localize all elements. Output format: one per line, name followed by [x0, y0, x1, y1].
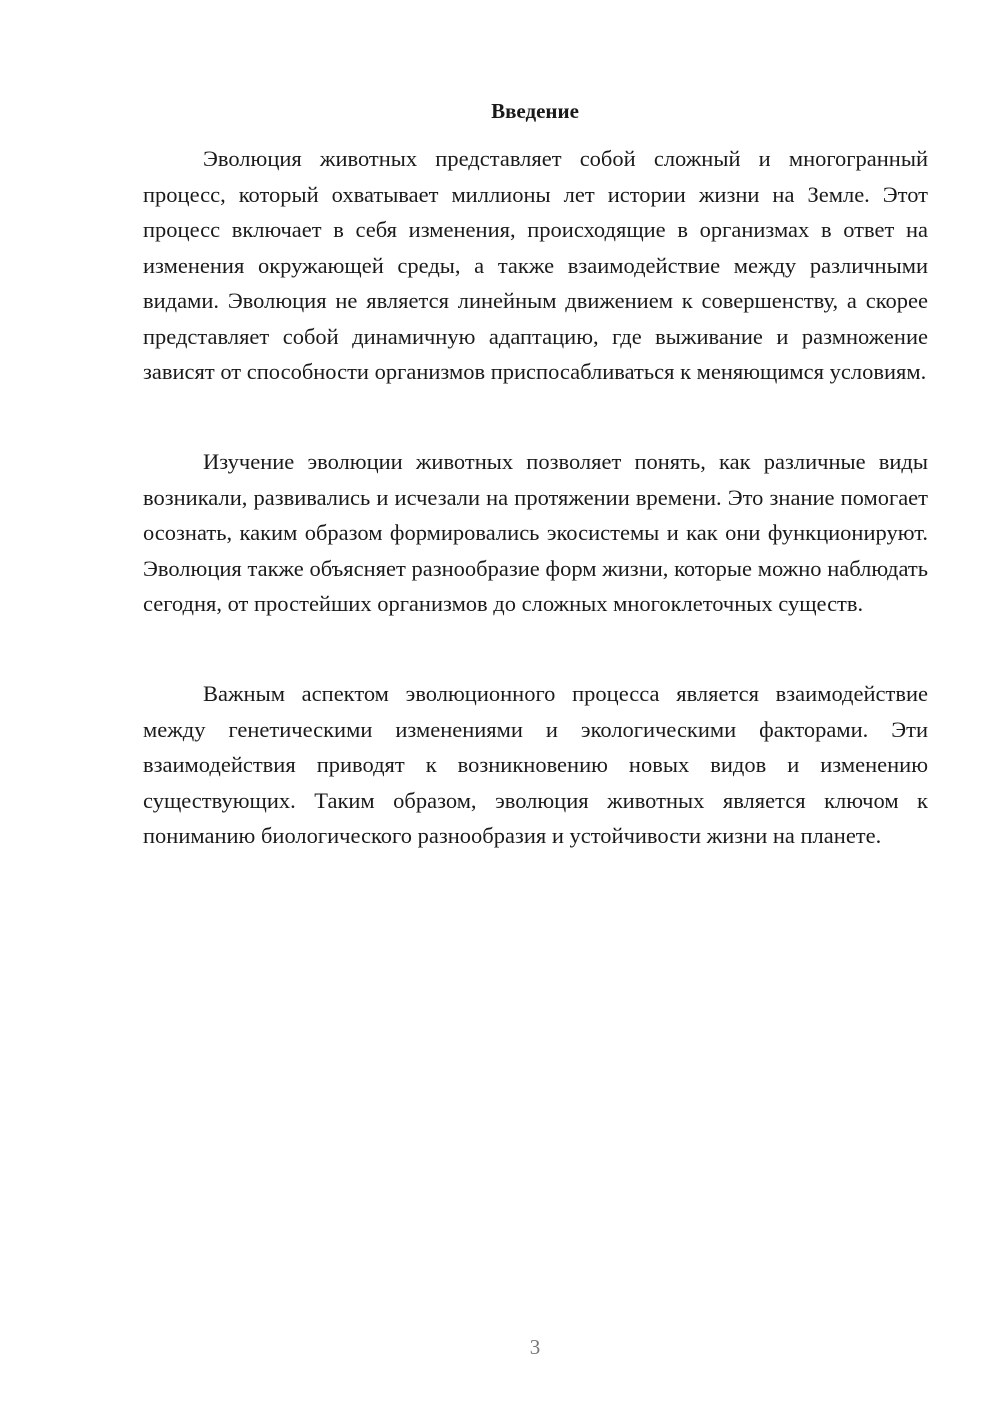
page-number: 3: [529, 1335, 541, 1359]
paragraph-1: Эволюция животных представляет собой сложный и многогранный процесс, который охватывает миллионы лет истории жизни на Земле. Этот процесс включает в себя изменения, происходящие в организмах в ответ на изменения окружающей среды, а также взаимодействие между различными видами. Эволюция не является линейным движением к совершенству, а скорее представляет собой динамичную адаптацию, где выживание и размножение зависят от способности организмов приспосабливаться к меняющимся условиям.: [143, 146, 928, 384]
paragraph-3-block: [143, 676, 928, 854]
paragraph-1-block: [143, 141, 928, 390]
page-title: Введение: [491, 99, 579, 123]
paragraph-3: Важным аспектом эволюционного процесса является взаимодействие между генетическими изменениями и экологическими факторами. Эти взаимодействия приводят к возникновению новых видов и изменению существующих. Таким образом, эволюция животных является ключом к пониманию биологического разнообразия и устойчивости жизни на планете.: [143, 681, 928, 848]
paragraph-2-block: [143, 444, 928, 622]
paragraph-2: Изучение эволюции животных позволяет понять, как различные виды возникали, развивались и исчезали на протяжении времени. Это знание помогает осознать, каким образом формировались экосистемы и как они функционируют. Эволюция также объясняет разнообразие форм жизни, которые можно наблюдать сегодня, от простейших организмов до сложных многоклеточных существ.: [143, 449, 928, 616]
